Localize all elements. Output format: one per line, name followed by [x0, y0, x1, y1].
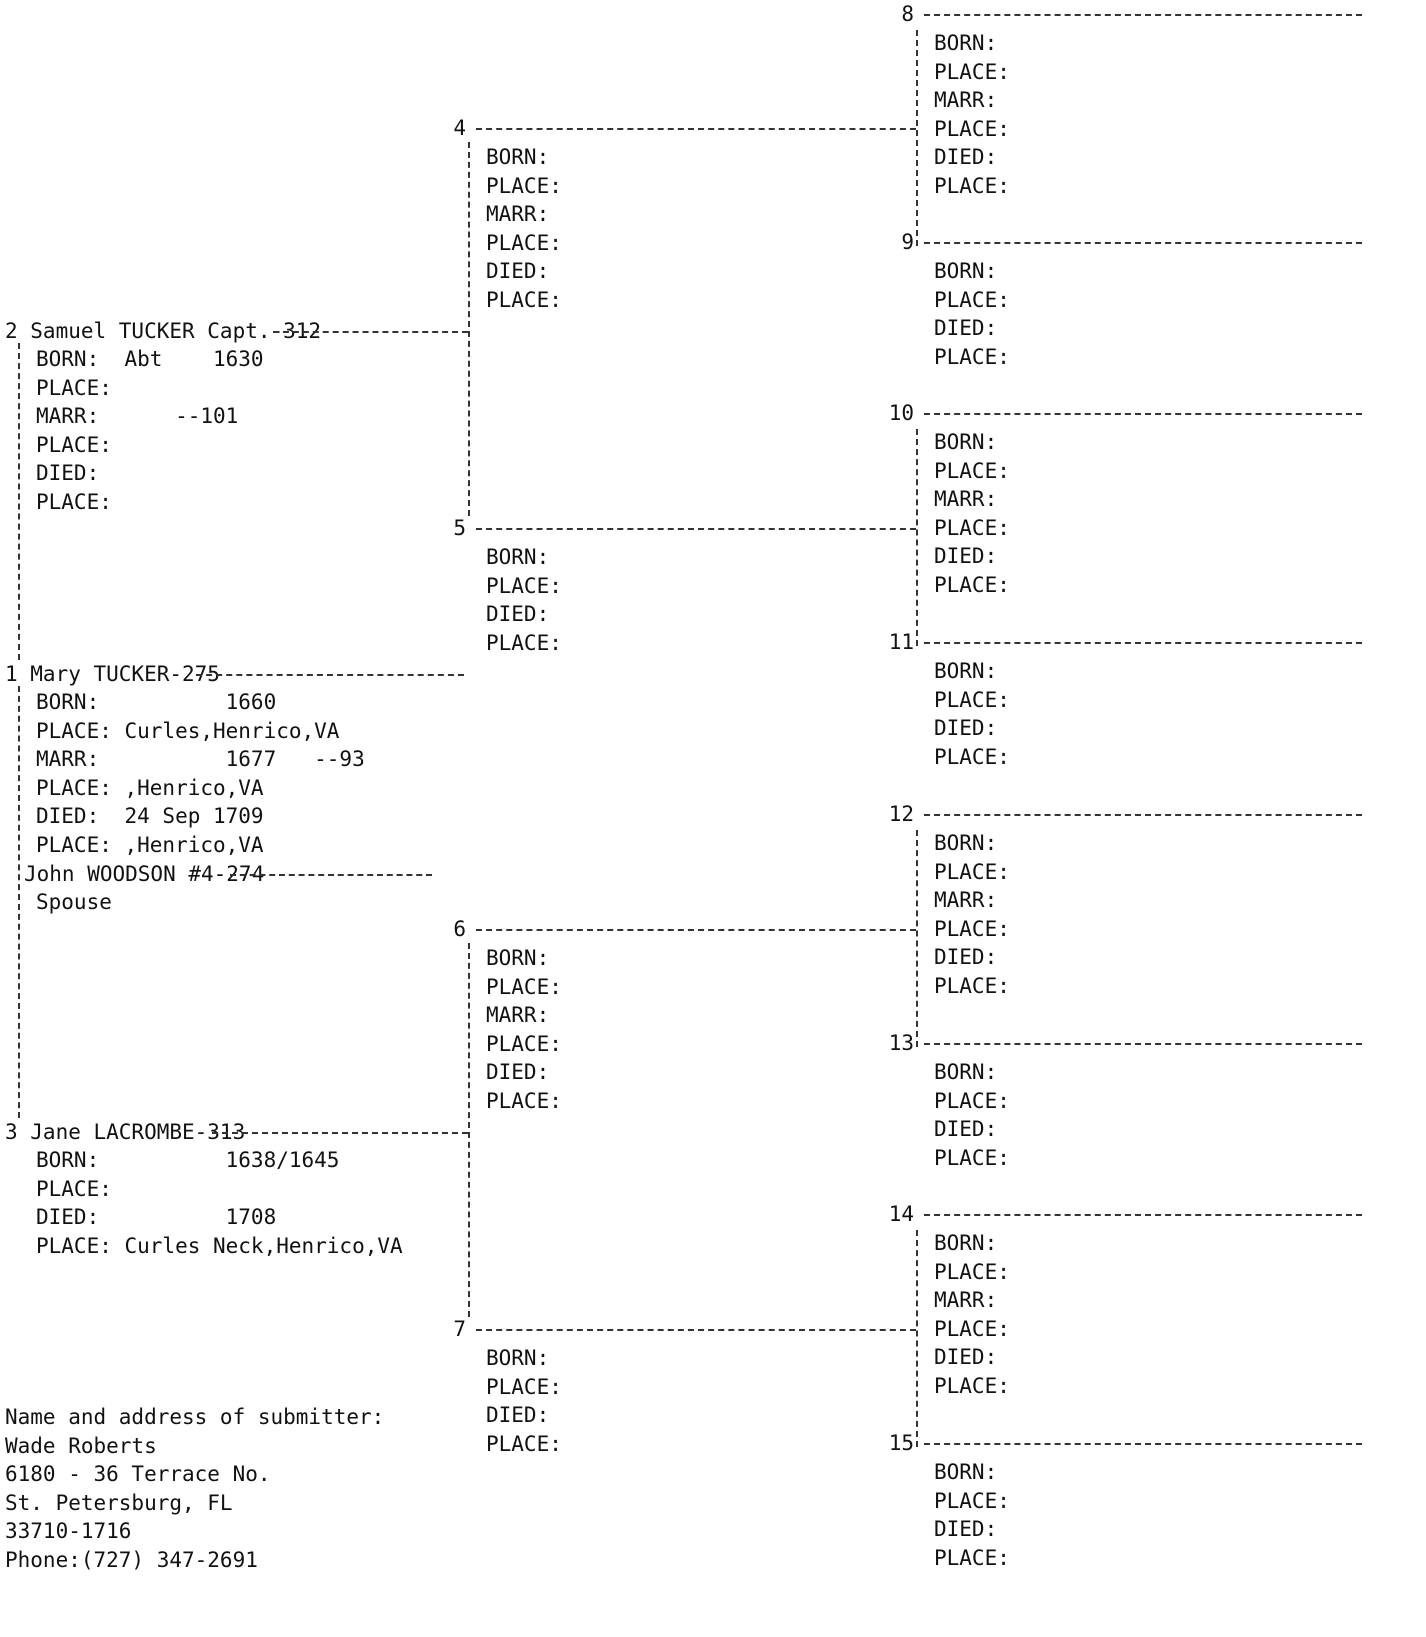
- pair-8-9-connector: [916, 30, 918, 246]
- person-4-born-label: BORN:: [486, 145, 550, 169]
- person-14-number: 14: [888, 1202, 914, 1226]
- person-1-line: [196, 674, 464, 676]
- person-2-header: 2 Samuel TUCKER Capt.-312: [5, 319, 322, 343]
- person-3-born: BORN: 1638/1645: [36, 1148, 340, 1172]
- person-1-died: DIED: 24 Sep 1709: [36, 804, 264, 828]
- person-11-place-label: PLACE:: [934, 687, 1010, 712]
- person-13-place-label: PLACE:: [934, 1088, 1010, 1113]
- person-8-born-label: BORN:: [934, 31, 998, 55]
- person-4-line: [476, 128, 916, 130]
- person-9-died-label: DIED:: [934, 316, 998, 341]
- person-13-born-label: BORN:: [934, 1060, 998, 1084]
- person-15-born-label: BORN:: [934, 1460, 998, 1484]
- person-5-died-label: DIED:: [486, 602, 550, 627]
- person-11-number: 11: [888, 630, 914, 654]
- person-14-marr-label: MARR:: [934, 1288, 998, 1313]
- person-1-branch-line: [18, 686, 20, 1118]
- person-14-born-label: BORN:: [934, 1231, 998, 1255]
- person-12-number: 12: [888, 802, 914, 826]
- pair-14-15-connector: [916, 1230, 918, 1447]
- person-7-born-label: BORN:: [486, 1346, 550, 1370]
- person-11-born-label: BORN:: [934, 659, 998, 683]
- person-3-died-place: PLACE: Curles Neck,Henrico,VA: [36, 1234, 403, 1258]
- person-6-line: [476, 929, 916, 931]
- person-10-number: 10: [888, 401, 914, 425]
- person-13-line: [924, 1043, 1362, 1045]
- person-9-line: [924, 242, 1362, 244]
- pair-4-5-connector: [468, 142, 470, 516]
- person-11-line: [924, 642, 1362, 644]
- person-13-number: 13: [888, 1031, 914, 1055]
- person-5-place-label: PLACE:: [486, 630, 562, 655]
- submitter-zip: 33710-1716: [5, 1519, 132, 1543]
- person-2-died-place: PLACE:: [36, 490, 112, 514]
- person-5-place-label: PLACE:: [486, 573, 562, 598]
- person-10-born-label: BORN:: [934, 430, 998, 454]
- submitter-city: St. Petersburg, FL: [5, 1491, 233, 1515]
- submitter-heading: Name and address of submitter:: [5, 1405, 385, 1429]
- person-9-number: 9: [901, 230, 914, 254]
- person-14-place-label: PLACE:: [934, 1374, 1010, 1398]
- person-2-branch-line: [18, 343, 20, 660]
- person-10-marr-label: MARR:: [934, 487, 998, 512]
- pair-12-13-connector: [916, 830, 918, 1047]
- person-15-number: 15: [888, 1431, 914, 1455]
- person-7-number: 7: [453, 1317, 466, 1341]
- person-2-born: BORN: Abt 1630: [36, 347, 264, 371]
- person-5-number: 5: [453, 516, 466, 540]
- person-12-line: [924, 814, 1362, 816]
- person-11-died-label: DIED:: [934, 716, 998, 741]
- person-1-born-place: PLACE: Curles,Henrico,VA: [36, 719, 340, 743]
- person-12-place-label: PLACE:: [934, 974, 1010, 998]
- person-4-place-label: PLACE:: [486, 230, 562, 255]
- person-4-died-label: DIED:: [486, 259, 550, 284]
- person-6-died-label: DIED:: [486, 1060, 550, 1085]
- person-6-place-label: PLACE:: [486, 1089, 562, 1113]
- person-10-place-label: PLACE:: [934, 515, 1010, 540]
- person-12-marr-label: MARR:: [934, 888, 998, 913]
- submitter-phone: Phone:(727) 347-2691: [5, 1548, 258, 1572]
- person-12-place-label: PLACE:: [934, 859, 1010, 884]
- person-13-died-label: DIED:: [934, 1117, 998, 1142]
- person-4-place-label: PLACE:: [486, 288, 562, 312]
- pair-10-11-connector: [916, 429, 918, 646]
- person-6-number: 6: [453, 917, 466, 941]
- person-12-place-label: PLACE:: [934, 916, 1010, 941]
- person-14-line: [924, 1214, 1362, 1216]
- person-14-died-label: DIED:: [934, 1345, 998, 1370]
- person-4-place-label: PLACE:: [486, 173, 562, 198]
- person-3-header: 3 Jane LACROMBE-313: [5, 1120, 246, 1144]
- person-8-line: [924, 14, 1362, 16]
- spouse-line: [230, 874, 432, 876]
- person-9-born-label: BORN:: [934, 259, 998, 283]
- submitter-name: Wade Roberts: [5, 1434, 157, 1458]
- person-5-born-label: BORN:: [486, 545, 550, 569]
- person-14-place-label: PLACE:: [934, 1316, 1010, 1341]
- person-8-place-label: PLACE:: [934, 174, 1010, 198]
- person-1-header: 1 Mary TUCKER-275: [5, 662, 220, 686]
- person-14-place-label: PLACE:: [934, 1259, 1010, 1284]
- person-11-place-label: PLACE:: [934, 744, 1010, 769]
- person-3-died: DIED: 1708: [36, 1205, 277, 1229]
- person-10-place-label: PLACE:: [934, 573, 1010, 597]
- person-12-died-label: DIED:: [934, 945, 998, 970]
- person-15-died-label: DIED:: [934, 1517, 998, 1542]
- person-3-line: [212, 1132, 468, 1134]
- person-15-place-label: PLACE:: [934, 1488, 1010, 1513]
- submitter-street: 6180 - 36 Terrace No.: [5, 1462, 271, 1486]
- person-6-place-label: PLACE:: [486, 974, 562, 999]
- person-1-died-place: PLACE: ,Henrico,VA: [36, 833, 264, 857]
- person-8-place-label: PLACE:: [934, 116, 1010, 141]
- pair-6-7-connector: [468, 943, 470, 1317]
- person-8-died-label: DIED:: [934, 145, 998, 170]
- person-1-marr: MARR: 1677 --93: [36, 747, 365, 771]
- person-15-place-label: PLACE:: [934, 1545, 1010, 1570]
- person-9-place-label: PLACE:: [934, 287, 1010, 312]
- spouse-label: Spouse: [36, 890, 112, 914]
- person-3-born-place: PLACE:: [36, 1177, 112, 1201]
- person-15-line: [924, 1443, 1362, 1445]
- person-1-marr-place: PLACE: ,Henrico,VA: [36, 776, 264, 800]
- person-5-line: [476, 528, 916, 530]
- person-10-line: [924, 413, 1362, 415]
- person-12-born-label: BORN:: [934, 831, 998, 855]
- person-13-place-label: PLACE:: [934, 1145, 1010, 1170]
- person-6-marr-label: MARR:: [486, 1003, 550, 1028]
- person-10-died-label: DIED:: [934, 544, 998, 569]
- person-6-born-label: BORN:: [486, 946, 550, 970]
- person-2-line: [273, 331, 468, 333]
- person-7-died-label: DIED:: [486, 1403, 550, 1428]
- person-10-place-label: PLACE:: [934, 458, 1010, 483]
- person-7-line: [476, 1329, 916, 1331]
- spouse-name: John WOODSON #4-274: [24, 862, 265, 886]
- person-2-marr-place: PLACE:: [36, 433, 112, 457]
- person-2-died: DIED:: [36, 461, 100, 485]
- person-4-number: 4: [453, 116, 466, 140]
- person-7-place-label: PLACE:: [486, 1431, 562, 1456]
- person-2-marr: MARR: --101: [36, 404, 239, 428]
- person-4-marr-label: MARR:: [486, 202, 550, 227]
- person-9-place-label: PLACE:: [934, 344, 1010, 369]
- person-2-born-place: PLACE:: [36, 376, 112, 400]
- person-8-number: 8: [901, 2, 914, 26]
- person-1-born: BORN: 1660: [36, 690, 277, 714]
- person-8-marr-label: MARR:: [934, 88, 998, 113]
- person-7-place-label: PLACE:: [486, 1374, 562, 1399]
- person-6-place-label: PLACE:: [486, 1031, 562, 1056]
- person-8-place-label: PLACE:: [934, 59, 1010, 84]
